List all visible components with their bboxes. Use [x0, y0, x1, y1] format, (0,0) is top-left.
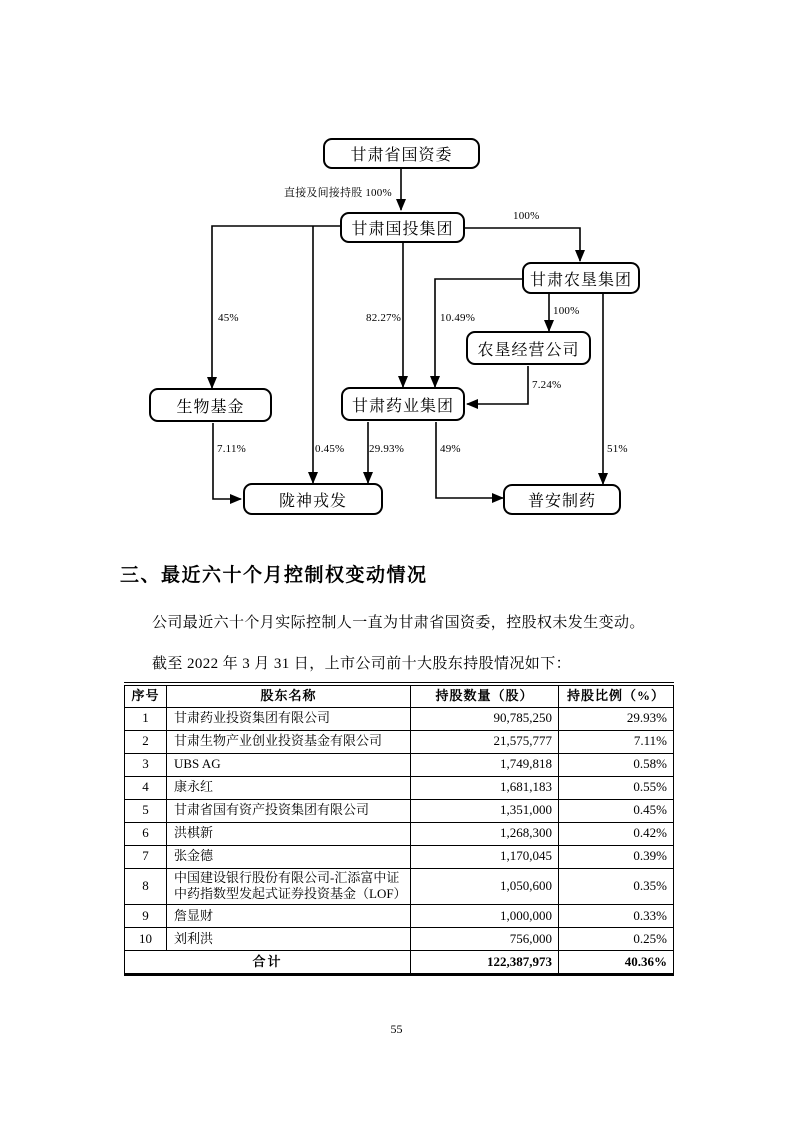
edge-guotou-to-nongken: [465, 228, 580, 261]
cell-shareholder-name: UBS AG: [167, 753, 411, 776]
table-row: [125, 845, 674, 868]
table-row: [125, 822, 674, 845]
edge-jingying-to-yaoye: [467, 366, 528, 404]
table-row: [125, 928, 674, 951]
cell-ratio: 0.33%: [559, 905, 674, 928]
cell-index: 1: [125, 707, 167, 730]
node-gansu-sasac: 甘肃省国资委: [323, 138, 480, 169]
edge-label-direct-indirect-100: 直接及间接持股 100%: [284, 187, 392, 199]
cell-shares: 1,351,000: [411, 799, 559, 822]
cell-shareholder-name: 刘利洪: [167, 928, 411, 951]
cell-ratio: 29.93%: [559, 707, 674, 730]
header-index: 序号: [125, 684, 167, 707]
cell-shares: 1,268,300: [411, 822, 559, 845]
cell-shareholder-name: 康永红: [167, 776, 411, 799]
cell-ratio: 0.39%: [559, 845, 674, 868]
edge-label-7-11: 7.11%: [217, 443, 247, 455]
node-bio-fund: 生物基金: [149, 388, 272, 422]
edge-label-45: 45%: [218, 312, 239, 324]
table-row: [125, 905, 674, 928]
node-puan-pharma: 普安制药: [503, 484, 621, 515]
edge-label-0-45: 0.45%: [315, 443, 345, 455]
edge-shengwu-to-longshen: [213, 423, 241, 499]
header-shareholder-name: 股东名称: [167, 684, 411, 707]
table-row: [125, 707, 674, 730]
cell-index: 9: [125, 905, 167, 928]
cell-index: 7: [125, 845, 167, 868]
cell-index: 5: [125, 799, 167, 822]
cell-shareholder-name: 中国建设银行股份有限公司-汇添富中证中药指数型发起式证券投资基金（LOF）: [167, 868, 411, 905]
page-number: 55: [390, 1022, 403, 1036]
cell-ratio: 0.45%: [559, 799, 674, 822]
edge-label-100-jingying: 100%: [553, 305, 580, 317]
cell-shares: 21,575,777: [411, 730, 559, 753]
cell-shareholder-name: 甘肃药业投资集团有限公司: [167, 707, 411, 730]
cell-total-ratio: 40.36%: [559, 951, 674, 975]
cell-total-shares: 122,387,973: [411, 951, 559, 975]
table-header-row: [125, 684, 674, 707]
cell-shares: 90,785,250: [411, 707, 559, 730]
cell-shares: 1,749,818: [411, 753, 559, 776]
diagram-edges: [0, 0, 793, 560]
top-shareholders-table: [124, 682, 674, 976]
table-row: [125, 868, 674, 905]
cell-index: 10: [125, 928, 167, 951]
cell-shareholder-name: 甘肃生物产业创业投资基金有限公司: [167, 730, 411, 753]
cell-index: 6: [125, 822, 167, 845]
table-row: [125, 799, 674, 822]
table-row: [125, 753, 674, 776]
cell-ratio: 0.35%: [559, 868, 674, 905]
paragraph-control-change: 公司最近六十个月实际控制人一直为甘肃省国资委，控股权未发生变动。: [152, 615, 645, 631]
table-total-row: [125, 951, 674, 975]
cell-index: 2: [125, 730, 167, 753]
header-shares-held: 持股数量（股）: [411, 684, 559, 707]
node-longshen-rongfa: 陇神戎发: [243, 483, 383, 515]
node-gansu-nongken-group: 甘肃农垦集团: [522, 262, 640, 294]
cell-ratio: 0.58%: [559, 753, 674, 776]
cell-shares: 1,050,600: [411, 868, 559, 905]
paragraph-table-intro: 截至 2022 年 3 月 31 日，上市公司前十大股东持股情况如下：: [152, 656, 572, 672]
edge-label-49: 49%: [440, 443, 461, 455]
edge-label-7-24: 7.24%: [532, 379, 562, 391]
cell-shareholder-name: 甘肃省国有资产投资集团有限公司: [167, 799, 411, 822]
cell-shares: 1,000,000: [411, 905, 559, 928]
section-heading: 三、最近六十个月控制权变动情况: [120, 565, 428, 586]
ownership-structure-diagram: [0, 0, 793, 560]
cell-index: 4: [125, 776, 167, 799]
cell-ratio: 0.55%: [559, 776, 674, 799]
cell-index: 8: [125, 868, 167, 905]
cell-shares: 1,681,183: [411, 776, 559, 799]
cell-shareholder-name: 洪棋新: [167, 822, 411, 845]
cell-ratio: 7.11%: [559, 730, 674, 753]
table-row: [125, 776, 674, 799]
edge-label-10-49: 10.49%: [440, 312, 476, 324]
cell-index: 3: [125, 753, 167, 776]
node-nongken-operating-company: 农垦经营公司: [466, 331, 591, 365]
cell-total-label: 合计: [125, 951, 411, 975]
edge-label-100-nongken: 100%: [513, 210, 540, 222]
cell-ratio: 0.25%: [559, 928, 674, 951]
edge-label-51: 51%: [607, 443, 628, 455]
edge-guotou-to-shengwu: [212, 226, 340, 388]
edge-yaoye-to-puan: [436, 422, 503, 498]
node-gansu-yaoye-group: 甘肃药业集团: [341, 387, 465, 421]
cell-shares: 1,170,045: [411, 845, 559, 868]
node-gansu-guotou-group: 甘肃国投集团: [340, 212, 465, 243]
edge-label-82-27: 82.27%: [366, 312, 402, 324]
edge-label-29-93: 29.93%: [369, 443, 405, 455]
cell-ratio: 0.42%: [559, 822, 674, 845]
table-row: [125, 730, 674, 753]
cell-shareholder-name: 张金德: [167, 845, 411, 868]
header-share-ratio: 持股比例（%）: [559, 684, 674, 707]
cell-shareholder-name: 詹显财: [167, 905, 411, 928]
cell-shares: 756,000: [411, 928, 559, 951]
